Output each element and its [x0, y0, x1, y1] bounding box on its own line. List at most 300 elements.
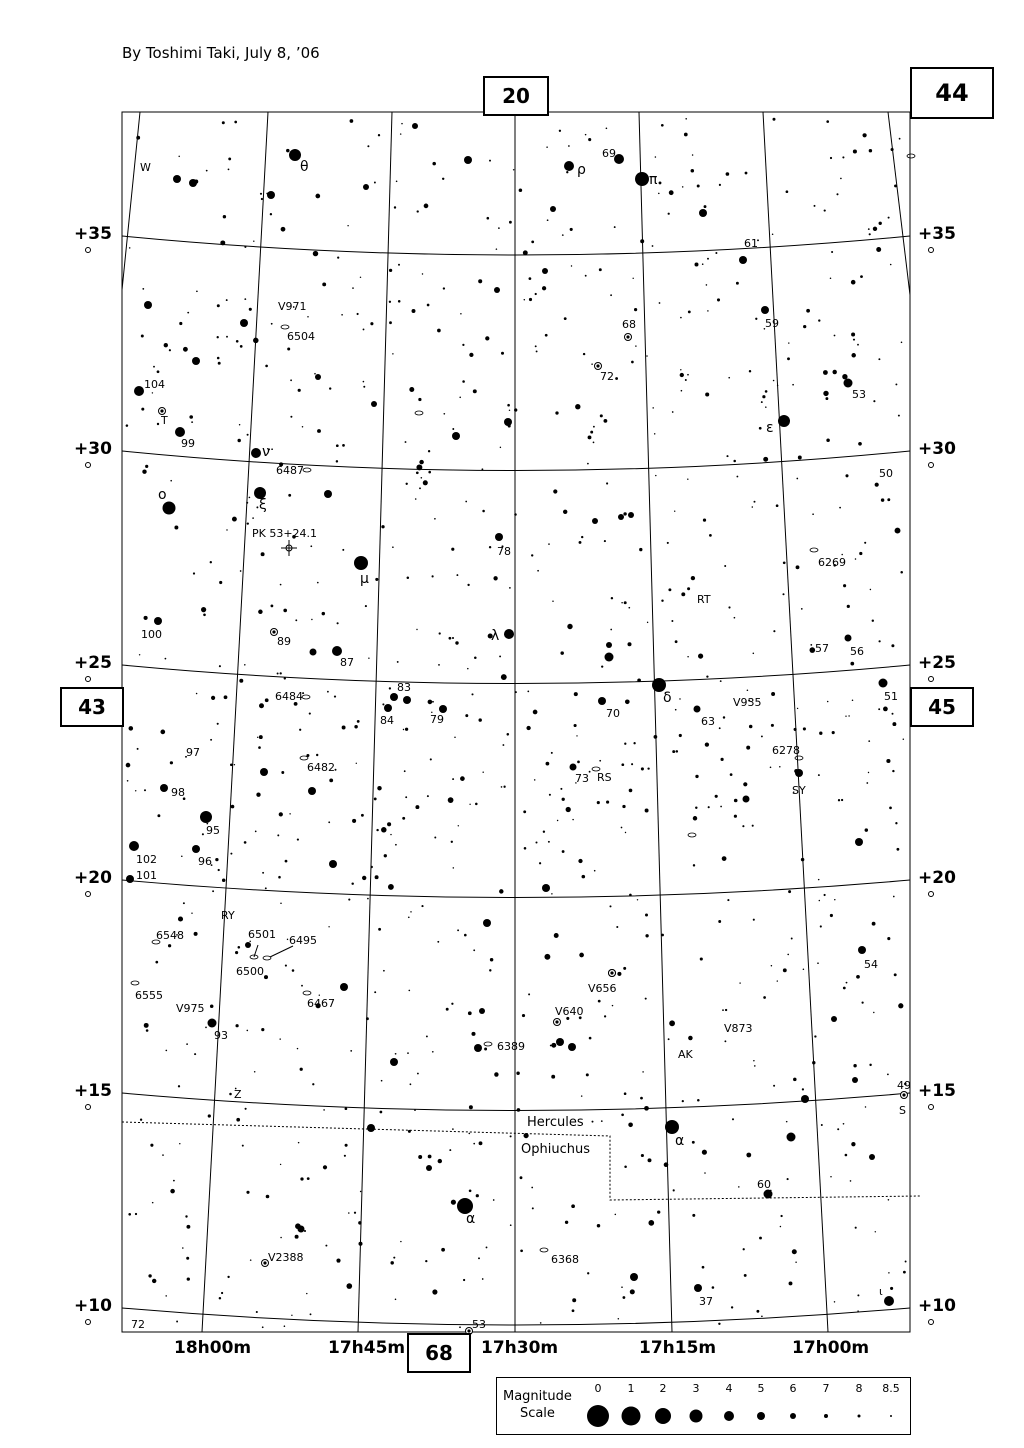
faint-star	[502, 744, 504, 746]
faint-star	[780, 1226, 782, 1228]
faint-star	[388, 884, 394, 890]
faint-star	[697, 185, 700, 188]
faint-star	[535, 293, 537, 295]
faint-star	[500, 447, 501, 448]
faint-star	[451, 548, 454, 551]
faint-star	[894, 184, 897, 187]
faint-star	[702, 1150, 707, 1155]
faint-star	[843, 1123, 845, 1125]
dec-line-35	[122, 236, 910, 255]
faint-star	[230, 853, 232, 855]
faint-star	[300, 1177, 303, 1180]
faint-star	[562, 850, 565, 853]
faint-star	[697, 1099, 700, 1102]
faint-star	[647, 767, 649, 769]
faint-star	[549, 794, 551, 796]
faint-star	[777, 980, 778, 981]
faint-star	[645, 809, 649, 813]
faint-star	[438, 664, 440, 666]
faint-star	[426, 1035, 428, 1037]
faint-star	[382, 703, 384, 705]
star-label: δ	[663, 690, 672, 706]
faint-star	[266, 1195, 270, 1199]
adjacent-chart-left[interactable]: 43	[60, 687, 124, 727]
faint-star	[271, 448, 273, 450]
star-label: 79	[430, 713, 444, 726]
faint-star	[843, 987, 846, 990]
faint-star	[617, 972, 621, 976]
faint-star	[290, 416, 292, 418]
star	[452, 432, 460, 440]
faint-star	[327, 691, 329, 693]
faint-star	[395, 1299, 397, 1301]
star	[154, 617, 162, 625]
faint-star	[664, 1162, 669, 1167]
faint-star	[578, 859, 582, 863]
faint-star	[728, 377, 730, 379]
faint-star	[287, 347, 290, 350]
faint-star	[249, 308, 252, 311]
faint-star	[519, 189, 523, 193]
faint-star	[443, 287, 445, 289]
faint-star	[451, 1200, 456, 1205]
faint-star	[687, 374, 689, 376]
faint-star	[421, 477, 423, 479]
star-label: 6269	[818, 556, 846, 569]
faint-star	[342, 726, 346, 730]
faint-star	[157, 370, 160, 373]
faint-star	[392, 353, 393, 354]
faint-star	[127, 780, 129, 782]
faint-star	[548, 543, 550, 545]
faint-star	[622, 805, 625, 808]
faint-star	[479, 1141, 483, 1145]
faint-star	[720, 806, 722, 808]
faint-star	[551, 752, 553, 754]
faint-star	[846, 982, 848, 984]
faint-star	[240, 345, 243, 348]
adjacent-chart-bottom[interactable]: 68	[407, 1333, 471, 1373]
faint-star	[679, 734, 682, 737]
star-label: RY	[221, 909, 235, 922]
faint-star	[210, 1004, 214, 1008]
faint-star	[342, 549, 344, 551]
deep-sky-object	[688, 833, 696, 837]
star-label: 6548	[156, 929, 184, 942]
faint-star	[432, 575, 434, 577]
star-label: V873	[724, 1022, 753, 1035]
faint-star	[361, 814, 364, 817]
star-label: 51	[884, 690, 898, 703]
star	[160, 784, 168, 792]
star	[267, 191, 275, 199]
faint-star	[217, 723, 219, 725]
faint-star	[288, 494, 291, 497]
faint-star	[682, 1100, 684, 1102]
faint-star	[562, 234, 564, 236]
faint-star	[142, 470, 146, 474]
faint-star	[428, 1155, 432, 1159]
faint-star	[183, 347, 188, 352]
faint-star	[773, 1085, 775, 1087]
grid-marker	[86, 1105, 91, 1110]
faint-star	[437, 329, 441, 333]
faint-star	[763, 457, 768, 462]
faint-star	[681, 592, 685, 596]
ra-label: 18h00m	[174, 1338, 252, 1358]
faint-star	[680, 373, 684, 377]
star-label: 6500	[236, 965, 264, 978]
faint-star	[640, 239, 644, 243]
faint-star	[471, 693, 473, 695]
faint-star	[794, 728, 797, 731]
faint-star	[744, 1274, 747, 1277]
faint-star	[736, 476, 738, 478]
faint-star	[624, 743, 626, 745]
faint-star	[680, 317, 682, 319]
faint-star	[462, 344, 464, 346]
star	[801, 1095, 809, 1103]
faint-star	[228, 157, 231, 160]
star	[163, 502, 176, 515]
star	[743, 796, 750, 803]
faint-star	[297, 839, 299, 841]
faint-star	[262, 872, 264, 874]
faint-star	[527, 691, 529, 693]
star-label: 95	[206, 824, 220, 837]
star-label: 6482	[307, 761, 335, 774]
faint-star	[692, 1214, 695, 1217]
faint-star	[501, 674, 507, 680]
faint-star	[895, 822, 897, 824]
magnitude-value: 0	[594, 1382, 602, 1395]
faint-star	[307, 316, 309, 318]
faint-star	[258, 746, 261, 749]
faint-star	[575, 404, 580, 409]
faint-star	[659, 181, 662, 184]
faint-star	[593, 442, 595, 444]
faint-star	[183, 902, 185, 904]
faint-star	[484, 1048, 487, 1051]
faint-star	[345, 1107, 348, 1110]
star-label: 101	[136, 869, 157, 882]
faint-star	[581, 1095, 582, 1096]
faint-star	[486, 1246, 488, 1248]
faint-star	[473, 949, 475, 951]
faint-star	[510, 1224, 512, 1226]
faint-star	[367, 898, 369, 900]
faint-star	[654, 735, 658, 739]
faint-star	[442, 178, 444, 180]
faint-star	[684, 133, 688, 137]
faint-star	[832, 370, 836, 374]
star-label: ξ	[259, 497, 267, 513]
faint-star	[375, 578, 378, 581]
faint-star	[501, 786, 503, 788]
faint-star	[868, 228, 870, 230]
faint-star	[585, 134, 587, 136]
faint-star	[394, 206, 396, 208]
faint-star	[777, 385, 778, 386]
faint-star	[493, 1199, 495, 1201]
faint-star	[152, 392, 153, 393]
faint-star	[416, 629, 417, 630]
faint-star	[627, 642, 631, 646]
faint-star	[189, 415, 193, 419]
faint-star	[842, 374, 847, 379]
faint-star	[888, 1199, 890, 1201]
faint-star	[749, 725, 753, 729]
faint-star	[186, 1043, 188, 1045]
faint-star	[895, 383, 897, 385]
faint-star	[232, 517, 237, 522]
faint-star	[585, 275, 587, 277]
faint-star	[523, 810, 526, 813]
grid-marker	[929, 248, 934, 253]
faint-star	[455, 641, 458, 644]
faint-star	[851, 353, 855, 357]
faint-star	[633, 742, 635, 744]
faint-star	[681, 390, 683, 392]
faint-star	[485, 336, 489, 340]
faint-star	[423, 480, 428, 485]
faint-star	[610, 629, 612, 631]
star-label: 63	[701, 715, 715, 728]
faint-star	[645, 934, 648, 937]
faint-star	[524, 847, 527, 850]
faint-star	[890, 1287, 893, 1290]
faint-star	[507, 404, 510, 407]
star-label: RT	[697, 593, 711, 606]
faint-star	[249, 497, 251, 499]
star	[129, 841, 139, 851]
faint-star	[688, 1036, 693, 1041]
faint-star	[250, 1259, 252, 1261]
faint-star	[205, 1027, 207, 1029]
faint-star	[695, 775, 698, 778]
faint-star	[139, 654, 140, 655]
faint-star	[623, 967, 626, 970]
faint-star	[417, 210, 419, 212]
faint-star	[601, 665, 603, 667]
faint-star	[509, 410, 510, 411]
star	[635, 172, 649, 186]
faint-star	[903, 739, 904, 740]
faint-star	[857, 1294, 859, 1296]
faint-star	[562, 798, 565, 801]
faint-star	[624, 1166, 627, 1169]
faint-star	[253, 338, 259, 344]
faint-star	[231, 805, 235, 809]
star-label: α	[675, 1133, 685, 1149]
faint-star	[579, 953, 584, 958]
faint-star	[641, 1154, 644, 1157]
faint-star	[847, 605, 850, 608]
faint-star	[864, 542, 866, 544]
faint-star	[152, 1202, 154, 1204]
faint-star	[631, 361, 634, 364]
faint-star	[473, 389, 477, 393]
star-label: π	[649, 172, 658, 188]
star-label: α	[466, 1211, 476, 1227]
faint-star	[460, 776, 465, 781]
star	[495, 533, 503, 541]
star	[474, 1044, 482, 1052]
adjacent-chart-top[interactable]: 20	[483, 76, 549, 116]
star	[761, 306, 769, 314]
faint-star	[398, 300, 401, 303]
faint-star	[427, 795, 429, 797]
star	[332, 646, 342, 656]
deep-sky-object	[484, 1042, 492, 1046]
faint-star	[217, 304, 220, 307]
faint-star	[588, 138, 591, 141]
faint-star	[261, 1028, 264, 1031]
faint-star	[360, 277, 361, 278]
faint-star	[787, 954, 789, 956]
dec-label-left: +35	[74, 224, 112, 244]
faint-star	[140, 1119, 142, 1121]
faint-star	[832, 731, 835, 734]
faint-star	[695, 807, 697, 809]
faint-star	[170, 1189, 175, 1194]
star-label: ι	[879, 1285, 883, 1298]
faint-star	[771, 965, 772, 966]
faint-star	[685, 379, 687, 381]
faint-star	[178, 156, 179, 157]
faint-star	[675, 709, 677, 711]
faint-star	[150, 1144, 153, 1147]
faint-star	[414, 1109, 416, 1111]
ra-line-1715	[639, 112, 672, 1332]
star-label: ν	[262, 444, 270, 460]
faint-star	[468, 1011, 472, 1015]
faint-star	[392, 546, 394, 548]
faint-star	[170, 480, 172, 482]
faint-star	[427, 304, 430, 307]
faint-star	[240, 570, 242, 572]
faint-star	[291, 1315, 292, 1316]
faint-star	[266, 193, 268, 195]
faint-star	[560, 788, 562, 790]
faint-star	[593, 426, 595, 428]
chart-number: 44	[910, 67, 994, 119]
faint-star	[629, 894, 632, 897]
faint-star	[284, 677, 286, 679]
faint-star	[162, 1154, 164, 1156]
faint-star	[428, 471, 431, 474]
faint-star	[234, 121, 237, 124]
star	[630, 1273, 638, 1281]
faint-star	[460, 313, 462, 315]
faint-star	[211, 696, 215, 700]
faint-star	[564, 317, 567, 320]
faint-star	[704, 1172, 706, 1174]
faint-star	[640, 1097, 643, 1100]
faint-star	[323, 1165, 327, 1169]
faint-star	[759, 427, 762, 430]
faint-star	[818, 319, 820, 321]
faint-star	[375, 875, 379, 879]
adjacent-chart-right[interactable]: 45	[910, 687, 974, 727]
faint-star	[395, 1053, 397, 1055]
faint-star	[517, 1108, 521, 1112]
faint-star	[520, 1249, 523, 1252]
faint-star	[191, 912, 192, 913]
faint-star	[479, 718, 482, 721]
faint-star	[886, 759, 890, 763]
faint-star	[752, 825, 754, 827]
faint-star	[645, 914, 648, 917]
star-label: 96	[198, 855, 212, 868]
faint-star	[244, 841, 247, 844]
magnitude-value: 2	[659, 1382, 667, 1395]
faint-star	[726, 172, 730, 176]
faint-star	[443, 413, 445, 415]
star	[245, 942, 251, 948]
faint-star	[328, 926, 329, 927]
faint-star	[732, 1118, 734, 1120]
faint-star	[843, 584, 846, 587]
faint-star	[178, 916, 183, 921]
magnitude-dot	[890, 1415, 892, 1417]
faint-star	[842, 156, 844, 158]
faint-star	[203, 613, 206, 616]
faint-star	[606, 127, 608, 129]
faint-star	[229, 1093, 232, 1096]
faint-star	[328, 821, 330, 823]
star-label: 73	[575, 772, 589, 785]
faint-star	[826, 120, 829, 123]
faint-star	[316, 754, 318, 756]
faint-star	[300, 1068, 303, 1071]
faint-star	[827, 701, 829, 703]
star-label: 6467	[307, 997, 335, 1010]
faint-star	[279, 812, 283, 816]
faint-star	[210, 739, 212, 741]
faint-star	[703, 518, 706, 521]
faint-star	[422, 273, 423, 274]
magnitude-dot	[790, 1413, 796, 1419]
faint-star	[136, 136, 140, 140]
faint-star	[546, 146, 548, 148]
faint-star	[315, 194, 320, 199]
faint-star	[347, 225, 348, 226]
star	[564, 161, 574, 171]
magnitude-value: 5	[757, 1382, 765, 1395]
faint-star	[723, 716, 725, 718]
faint-star	[389, 687, 391, 689]
faint-star	[259, 703, 264, 708]
faint-star	[323, 1109, 325, 1111]
faint-star	[193, 572, 195, 574]
faint-star	[499, 655, 501, 657]
magnitude-value: 1	[627, 1382, 635, 1395]
faint-star	[157, 423, 159, 425]
faint-star	[459, 397, 461, 399]
faint-star	[533, 710, 538, 715]
faint-star	[814, 205, 816, 207]
star	[367, 1124, 375, 1132]
faint-star	[672, 750, 675, 753]
faint-star	[765, 390, 768, 393]
faint-star	[851, 280, 856, 285]
star	[260, 768, 268, 776]
faint-star	[786, 190, 789, 193]
faint-star	[770, 766, 772, 768]
faint-star	[858, 442, 862, 446]
faint-star	[896, 848, 899, 851]
